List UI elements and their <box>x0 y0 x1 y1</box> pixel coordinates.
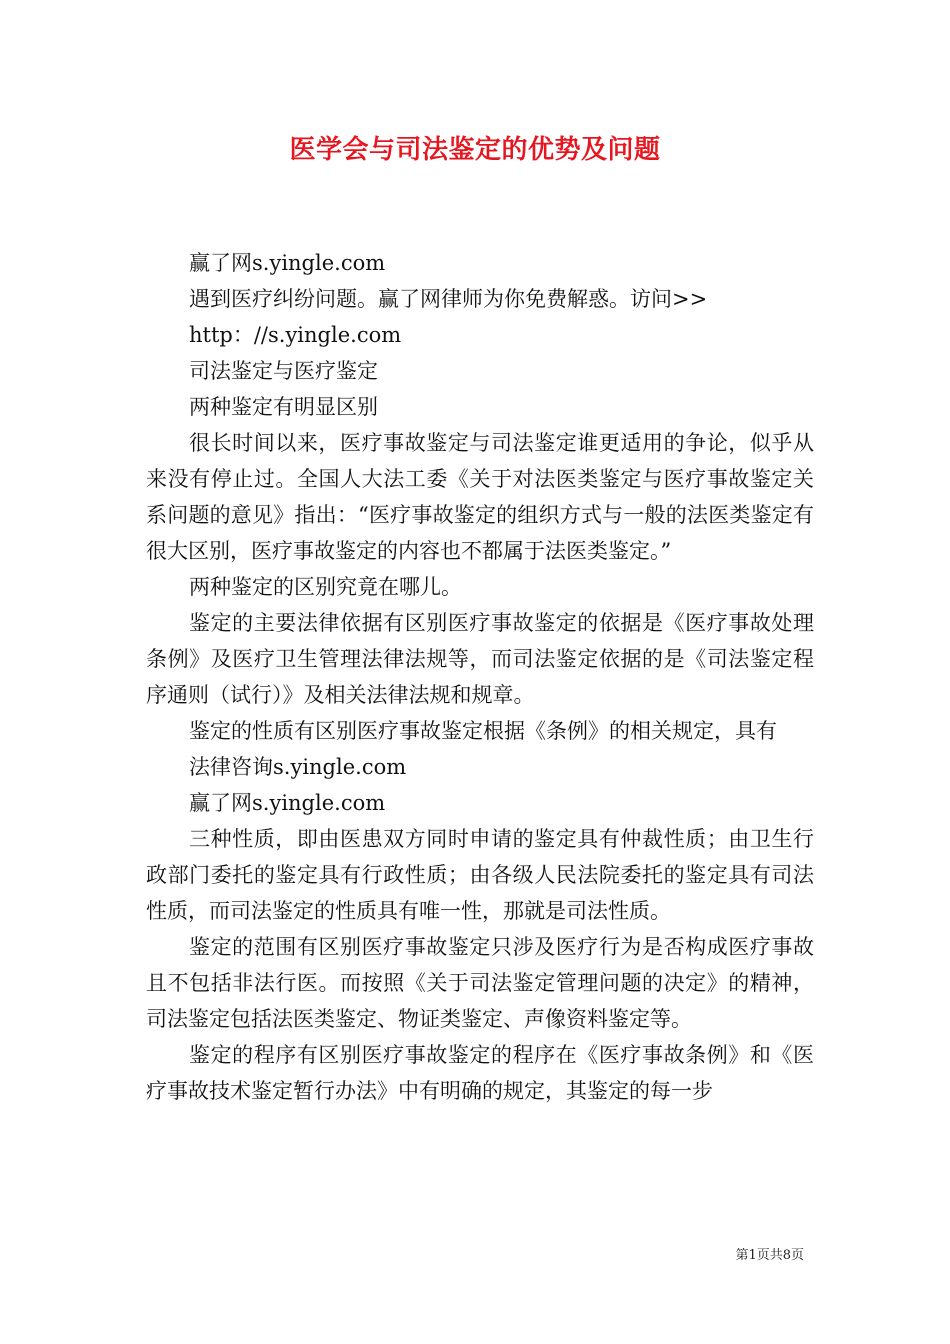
paragraph: 鉴定的主要法律依据有区别医疗事故鉴定的依据是《医疗事故处理条例》及医疗卫生管理法律法规等，而司法鉴定依据的是《司法鉴定程序通则（试行）》及相关法律法规和规章。 <box>146 611 814 707</box>
text-line: 司法鉴定与医疗鉴定 <box>189 359 378 383</box>
paragraph: 三种性质，即由医患双方同时申请的鉴定具有仲裁性质；由卫生行政部门委托的鉴定具有行政性质；由各级人民法院委托的鉴定具有司法性质，而司法鉴定的性质具有唯一性，那就是司法性质。 <box>146 827 814 923</box>
text-line: 法律咨询s.yingle.com <box>189 755 407 779</box>
paragraph: 很长时间以来，医疗事故鉴定与司法鉴定谁更适用的争论，似乎从来没有停止过。全国人大法工委《关于对法医类鉴定与医疗事故鉴定关系问题的意见》指出：“医疗事故鉴定的组织方式与一般的法医类鉴定有很大区别，医疗事故鉴定的内容也不都属于法医类鉴定。” <box>146 431 814 563</box>
paragraph: 鉴定的程序有区别医疗事故鉴定的程序在《医疗事故条例》和《医疗事故技术鉴定暂行办法》中有明确的规定，其鉴定的每一步 <box>146 1043 814 1103</box>
text-line: http：//s.yingle.com <box>189 323 402 347</box>
paragraph: 两种鉴定的区别究竟在哪儿。 <box>189 575 462 599</box>
document-body <box>146 245 814 1109</box>
page-number: 第1页共8页 <box>735 1248 804 1263</box>
document-title: 医学会与司法鉴定的优势及问题 <box>289 135 661 165</box>
text-line: 赢了网s.yingle.com <box>189 251 386 275</box>
text-line: 遇到医疗纠纷问题。赢了网律师为你免费解惑。访问>> <box>189 287 708 311</box>
paragraph: 鉴定的性质有区别医疗事故鉴定根据《条例》的相关规定，具有 <box>189 719 777 743</box>
text-line: 两种鉴定有明显区别 <box>189 395 378 419</box>
paragraph: 鉴定的范围有区别医疗事故鉴定只涉及医疗行为是否构成医疗事故且不包括非法行医。而按照《关于司法鉴定管理问题的决定》的精神，司法鉴定包括法医类鉴定、物证类鉴定、声像资料鉴定等。 <box>146 935 814 1031</box>
text-line: 赢了网s.yingle.com <box>189 791 386 815</box>
